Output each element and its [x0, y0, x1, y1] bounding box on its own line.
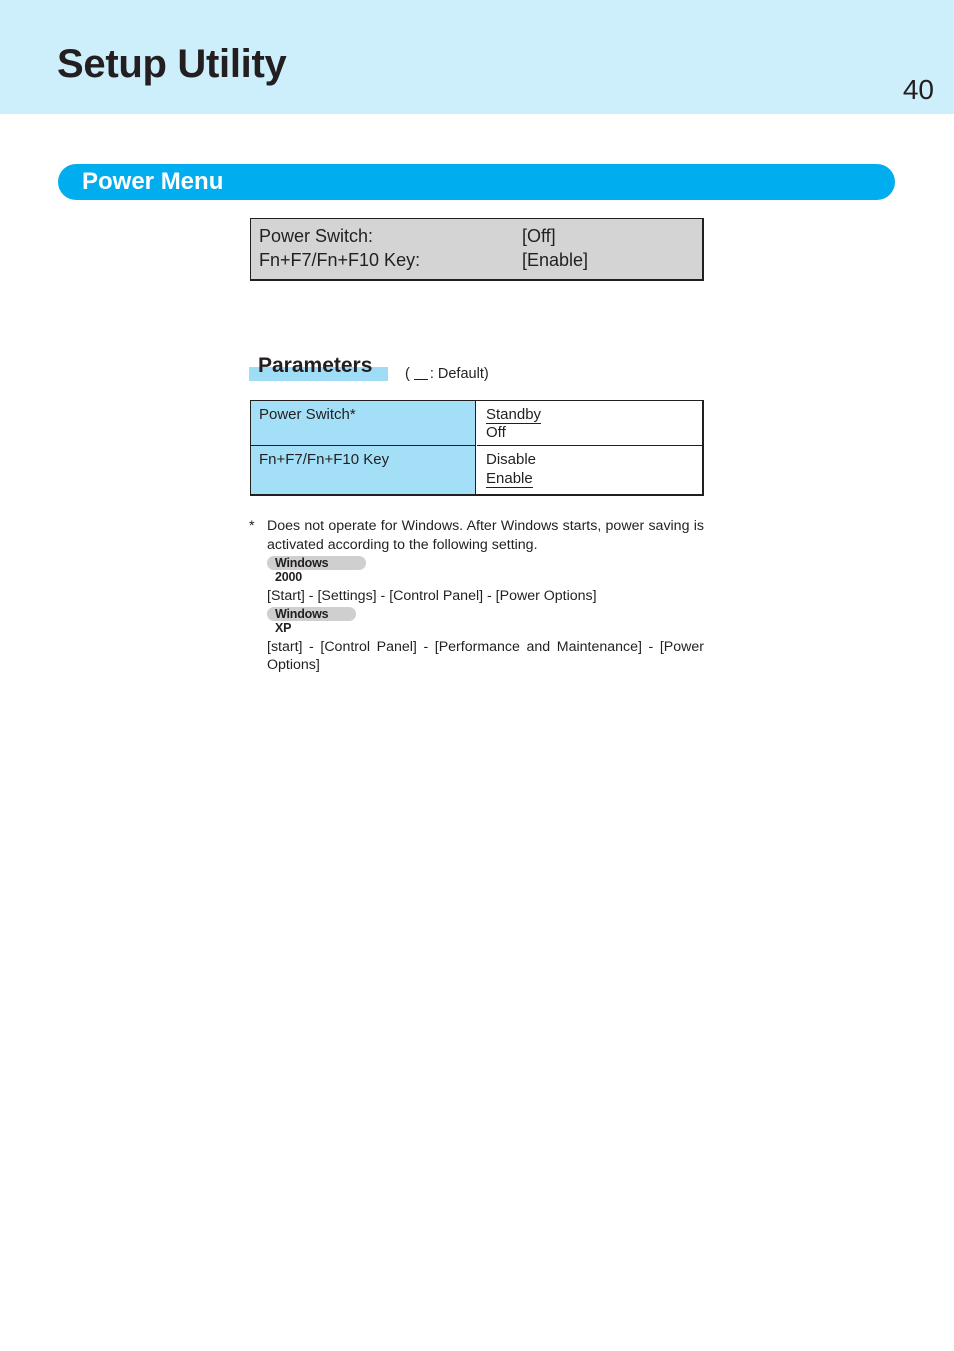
section-title: Power Menu: [82, 168, 224, 195]
footnote-body: [267, 517, 704, 675]
page-number: 40: [902, 74, 934, 105]
parameters-title: Parameters: [258, 354, 373, 377]
parameters-table: [250, 400, 704, 496]
setup-screen-box: [250, 218, 704, 281]
row-divider: [251, 445, 476, 446]
default-legend: [405, 365, 489, 383]
param-option: Off: [486, 424, 506, 441]
os-path: [start] - [Control Panel] - [Performance and Maintenance] - [Power Options]: [267, 638, 704, 673]
os-path: [Start] - [Settings] - [Control Panel] - [Power Options]: [267, 587, 597, 604]
param-option: Disable: [486, 451, 537, 468]
default-legend-text: : Default): [429, 366, 489, 382]
screen-row-label: Power Switch:: [259, 226, 374, 246]
page-title: Setup Utility: [57, 42, 287, 86]
section-bar: [58, 164, 895, 200]
screen-row-value: [Enable]: [522, 250, 589, 270]
footnote-marker: *: [249, 518, 255, 534]
os-badge: Windows 2000: [267, 556, 366, 570]
footnote-text: Does not operate for Windows. After Windows starts, power saving is activated according to the following setting.: [267, 518, 704, 553]
default-legend-open: (: [405, 366, 410, 382]
param-option-default: Standby: [486, 406, 542, 423]
default-underline-sample: [414, 366, 428, 380]
param-label: Fn+F7/Fn+F10 Key: [259, 451, 390, 468]
row-divider: [477, 445, 703, 446]
screen-row-label: Fn+F7/Fn+F10 Key:: [259, 250, 421, 270]
param-label: Power Switch*: [259, 406, 356, 423]
param-option-default: Enable: [486, 470, 533, 487]
os-badge: Windows XP: [267, 607, 356, 621]
screen-row-value: [Off]: [522, 226, 556, 246]
